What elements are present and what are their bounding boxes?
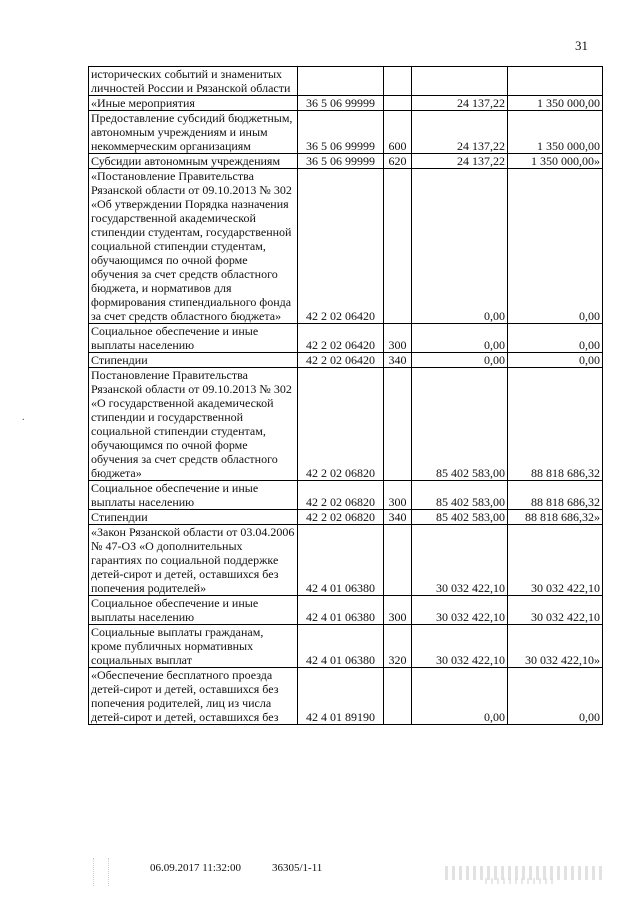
footer-timestamp: 06.09.2017 11:32:00 <box>150 862 241 874</box>
table-row <box>89 324 603 353</box>
row-name-cell: «Закон Рязанской области от 03.04.2006 № 47-ОЗ «О дополнительных гарантиях по социальной поддержке детей-сирот и детей, оставшихся без попечения родителей» <box>89 525 298 596</box>
row-amount-year1-cell: 85 402 583,00 <box>412 481 508 510</box>
row-expense-type-cell: 300 <box>384 481 412 510</box>
row-amount-year1-cell <box>412 67 508 96</box>
table-row <box>89 169 603 324</box>
page-number: 31 <box>575 38 588 53</box>
row-amount-year2-cell: 30 032 422,10 <box>508 525 603 596</box>
budget-table <box>88 66 603 725</box>
row-amount-year2-cell: 1 350 000,00 <box>508 96 603 111</box>
row-csr-code-cell: 42 4 01 89190 <box>298 668 384 725</box>
table-row <box>89 510 603 525</box>
row-expense-type-cell: 340 <box>384 353 412 368</box>
row-name-cell: Стипендии <box>89 510 298 525</box>
row-name-cell: Субсидии автономным учреждениям <box>89 154 298 169</box>
row-expense-type-cell: 300 <box>384 324 412 353</box>
row-name-cell: Стипендии <box>89 353 298 368</box>
row-expense-type-cell <box>384 96 412 111</box>
row-name-cell: «Иные мероприятия <box>89 96 298 111</box>
row-amount-year1-cell: 0,00 <box>412 169 508 324</box>
row-amount-year1-cell: 0,00 <box>412 324 508 353</box>
row-amount-year1-cell: 85 402 583,00 <box>412 368 508 481</box>
row-amount-year2-cell: 88 818 686,32» <box>508 510 603 525</box>
table-row <box>89 481 603 510</box>
row-csr-code-cell <box>298 67 384 96</box>
faint-footer-mark-secondary <box>485 878 555 884</box>
row-csr-code-cell: 42 4 01 06380 <box>298 625 384 668</box>
row-amount-year1-cell: 85 402 583,00 <box>412 510 508 525</box>
row-amount-year2-cell: 30 032 422,10 <box>508 596 603 625</box>
table-row <box>89 111 603 154</box>
row-csr-code-cell: 42 2 02 06420 <box>298 324 384 353</box>
faint-corner-stamp <box>93 858 109 886</box>
row-csr-code-cell: 36 5 06 99999 <box>298 154 384 169</box>
footer-document-id: 36305/1-11 <box>272 862 323 874</box>
table-row <box>89 353 603 368</box>
row-name-cell: Социальные выплаты гражданам, кроме публичных нормативных социальных выплат <box>89 625 298 668</box>
table-row <box>89 67 603 96</box>
row-amount-year2-cell <box>508 67 603 96</box>
row-amount-year2-cell: 88 818 686,32 <box>508 368 603 481</box>
row-amount-year1-cell: 24 137,22 <box>412 154 508 169</box>
row-name-cell: «Обеспечение бесплатного проезда детей-сирот и детей, оставшихся без попечения родителей, лиц из числа детей-сирот и детей, оставшихся без <box>89 668 298 725</box>
table-row <box>89 668 603 725</box>
row-amount-year1-cell: 30 032 422,10 <box>412 596 508 625</box>
row-expense-type-cell: 620 <box>384 154 412 169</box>
margin-mark: . <box>22 412 25 423</box>
row-csr-code-cell: 42 4 01 06380 <box>298 596 384 625</box>
table-row <box>89 368 603 481</box>
row-name-cell: Предоставление субсидий бюджетным, автономным учреждениям и иным некоммерческим организациям <box>89 111 298 154</box>
row-name-cell: исторических событий и знаменитых личностей России и Рязанской области <box>89 67 298 96</box>
row-expense-type-cell <box>384 525 412 596</box>
row-name-cell: Социальное обеспечение и иные выплаты населению <box>89 596 298 625</box>
row-expense-type-cell <box>384 368 412 481</box>
budget-table-body <box>89 67 603 725</box>
row-amount-year1-cell: 0,00 <box>412 668 508 725</box>
row-expense-type-cell <box>384 67 412 96</box>
row-expense-type-cell: 320 <box>384 625 412 668</box>
row-csr-code-cell: 42 2 02 06420 <box>298 353 384 368</box>
row-amount-year2-cell: 0,00 <box>508 353 603 368</box>
table-row <box>89 96 603 111</box>
row-expense-type-cell <box>384 169 412 324</box>
table-row <box>89 154 603 169</box>
row-amount-year1-cell: 30 032 422,10 <box>412 525 508 596</box>
row-name-cell: Социальное обеспечение и иные выплаты населению <box>89 481 298 510</box>
row-csr-code-cell: 42 2 02 06820 <box>298 368 384 481</box>
row-csr-code-cell: 36 5 06 99999 <box>298 111 384 154</box>
row-expense-type-cell: 300 <box>384 596 412 625</box>
row-name-cell: Социальное обеспечение и иные выплаты населению <box>89 324 298 353</box>
row-expense-type-cell: 600 <box>384 111 412 154</box>
table-row <box>89 596 603 625</box>
row-amount-year2-cell: 0,00 <box>508 169 603 324</box>
row-amount-year1-cell: 24 137,22 <box>412 111 508 154</box>
row-expense-type-cell: 340 <box>384 510 412 525</box>
row-amount-year2-cell: 88 818 686,32 <box>508 481 603 510</box>
row-amount-year2-cell: 0,00 <box>508 668 603 725</box>
row-amount-year1-cell: 30 032 422,10 <box>412 625 508 668</box>
row-csr-code-cell: 42 4 01 06380 <box>298 525 384 596</box>
row-amount-year2-cell: 30 032 422,10» <box>508 625 603 668</box>
row-amount-year2-cell: 1 350 000,00 <box>508 111 603 154</box>
row-csr-code-cell: 36 5 06 99999 <box>298 96 384 111</box>
table-row <box>89 525 603 596</box>
row-csr-code-cell: 42 2 02 06420 <box>298 169 384 324</box>
table-row <box>89 625 603 668</box>
row-csr-code-cell: 42 2 02 06820 <box>298 481 384 510</box>
row-csr-code-cell: 42 2 02 06820 <box>298 510 384 525</box>
row-expense-type-cell <box>384 668 412 725</box>
row-amount-year1-cell: 24 137,22 <box>412 96 508 111</box>
row-amount-year2-cell: 0,00 <box>508 324 603 353</box>
row-name-cell: «Постановление Правительства Рязанской области от 09.10.2013 № 302 «Об утверждении Порядка назначения государственной академической стипендии студентам, государственной социальной стипендии студентам, обучающимся по очной форме обучения за счет средств областного бюджета, и нормативов для формирования стипендиального фонда за счет средств областного бюджета» <box>89 169 298 324</box>
row-name-cell: Постановление Правительства Рязанской области от 09.10.2013 № 302 «О государственной академической стипендии и государственной социальной стипендии студентам, обучающимся по очной форме обучения за счет средств областного бюджета» <box>89 368 298 481</box>
row-amount-year1-cell: 0,00 <box>412 353 508 368</box>
row-amount-year2-cell: 1 350 000,00» <box>508 154 603 169</box>
